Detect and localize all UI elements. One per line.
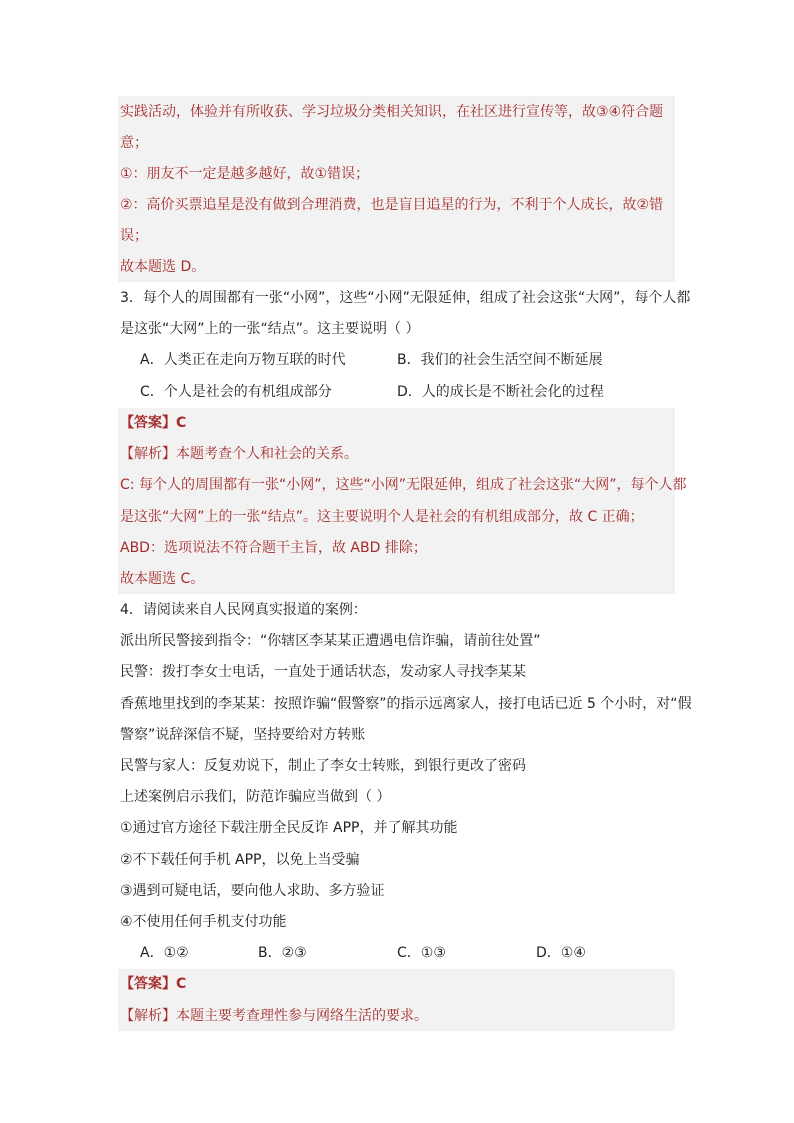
q4-stem: 4．请阅读来自人民网真实报道的案例： bbox=[120, 602, 367, 618]
prev-explanation-line-3: ①：朋友不一定是越多越好，故①错误； bbox=[120, 166, 370, 182]
q3-stem-line-2: 是这张“大网”上的一张“结点”。这主要说明（ ） bbox=[120, 321, 420, 337]
q3-option-c: C．个人是社会的有机组成部分 bbox=[140, 384, 332, 400]
prev-explanation-line-2: 意； bbox=[120, 135, 148, 151]
q4-item-4: ④不使用任何手机支付功能 bbox=[120, 914, 287, 930]
prev-explanation-line-1: 实践活动，体验并有所收获、学习垃圾分类相关知识，在社区进行宣传等，故③④符合题 bbox=[120, 104, 664, 120]
q4-case-line-3a: 香蕉地里找到的李某某：按照诈骗“假警察”的指示远离家人，接打电话已近 5 个小时，对“假 bbox=[120, 696, 692, 712]
prev-explanation-line-4: ②：高价买票追星是没有做到合理消费，也是盲目追星的行为，不利于个人成长，故②错 bbox=[120, 197, 664, 213]
q3-c-explanation-line-2: 是这张“大网”上的一张“结点”。这主要说明个人是社会的有机组成部分，故 C 正确； bbox=[120, 509, 644, 525]
q3-analysis: 【解析】本题考查个人和社会的关系。 bbox=[120, 446, 358, 462]
q3-conclusion: 故本题选 C。 bbox=[120, 571, 205, 587]
q4-option-d: D．①④ bbox=[536, 945, 586, 961]
q4-option-a: A．①② bbox=[140, 945, 189, 961]
q4-analysis: 【解析】本题主要考查理性参与网络生活的要求。 bbox=[120, 1008, 428, 1024]
q4-option-c: C．①③ bbox=[397, 945, 446, 961]
q4-item-1: ①通过官方途径下载注册全民反诈 APP，并了解其功能 bbox=[120, 820, 458, 836]
q4-item-3: ③遇到可疑电话，要向他人求助、多方验证 bbox=[120, 883, 385, 899]
q3-answer-block bbox=[118, 408, 675, 594]
prev-explanation-line-5: 误； bbox=[120, 228, 148, 244]
q3-answer: 【答案】C bbox=[120, 415, 187, 431]
q4-item-2: ②不下载任何手机 APP，以免上当受骗 bbox=[120, 852, 360, 868]
q3-option-a: A．人类正在走向万物互联的时代 bbox=[140, 352, 346, 368]
q3-option-d: D．人的成长是不断社会化的过程 bbox=[397, 384, 604, 400]
q4-case-line-3b: 警察”说辞深信不疑，坚持要给对方转账 bbox=[120, 727, 366, 743]
q4-case-line-2: 民警：拨打李女士电话，一直处于通话状态，发动家人寻找李某某 bbox=[120, 664, 526, 680]
prev-explanation-block bbox=[118, 96, 675, 282]
q4-option-b: B．②③ bbox=[258, 945, 307, 961]
q4-answer: 【答案】C bbox=[120, 976, 187, 992]
prev-explanation-conclusion: 故本题选 D。 bbox=[120, 259, 206, 275]
q4-case-line-1: 派出所民警接到指令：“你辖区李某某正遭遇电信诈骗，请前往处置” bbox=[120, 633, 541, 649]
q4-prompt: 上述案例启示我们，防范诈骗应当做到（ ） bbox=[120, 789, 391, 805]
q3-option-b: B．我们的社会生活空间不断延展 bbox=[397, 352, 603, 368]
q3-c-explanation-line-1: C: 每个人的周围都有一张“小网”，这些“小网”无限延伸，组成了社会这张“大网”，每个人都 bbox=[120, 477, 687, 493]
q3-stem-line-1: 3．每个人的周围都有一张“小网”，这些“小网”无限延伸，组成了社会这张“大网”，每个人都 bbox=[120, 290, 691, 306]
q3-abd-explanation: ABD：选项说法不符合题干主旨，故 ABD 排除； bbox=[120, 540, 427, 556]
q4-case-line-4: 民警与家人：反复劝说下，制止了李女士转账，到银行更改了密码 bbox=[120, 758, 526, 774]
